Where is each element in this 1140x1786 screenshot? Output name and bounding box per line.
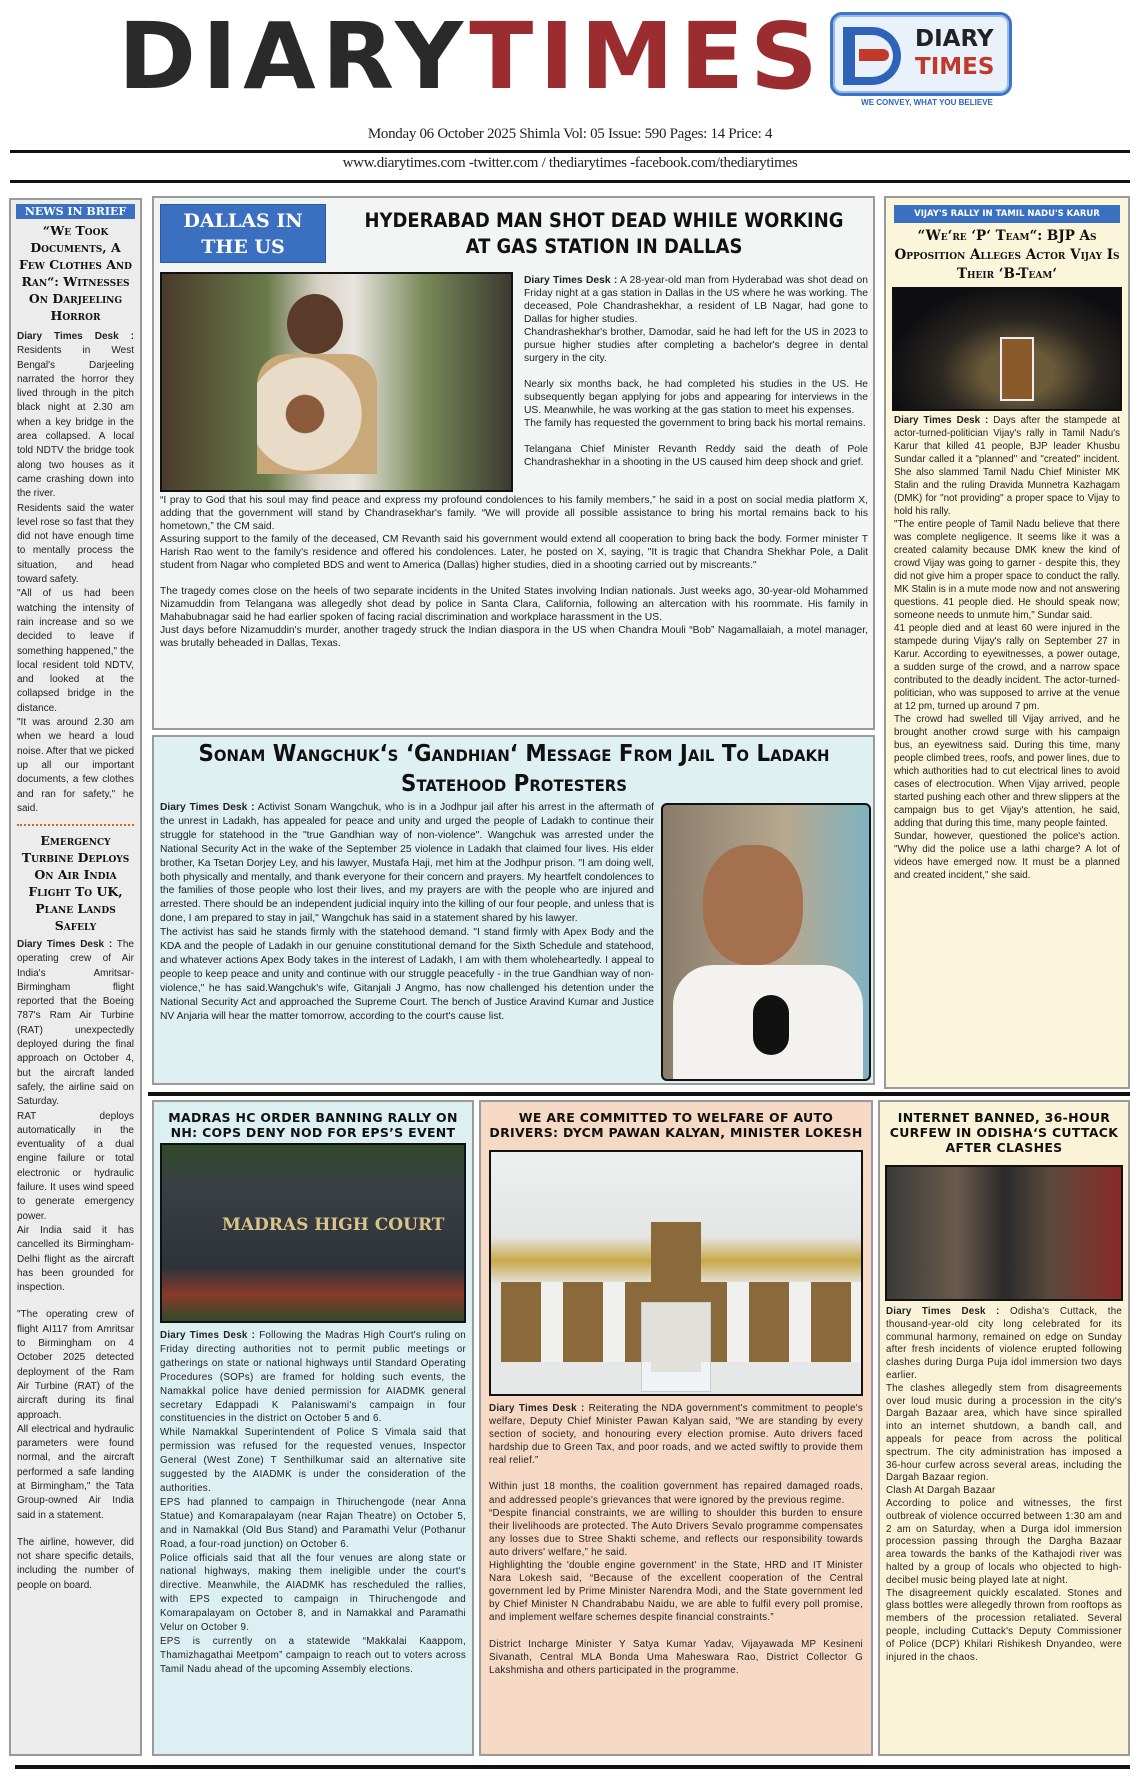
paragraph <box>17 938 134 1110</box>
paragraph <box>524 274 868 326</box>
brief-body-darjeeling <box>17 330 134 820</box>
paragraph <box>894 713 1120 830</box>
dallas-headline[interactable]: HYDERABAD MAN SHOT DEAD WHILE WORKING AT GAS STATION IN DALLAS <box>364 209 844 258</box>
paragraph <box>160 533 868 572</box>
pawan-kalyan-event-photo <box>489 1150 863 1396</box>
paragraph-text: Activist Sonam Wangchuk, who is in a Jodhpur jail after his arrest in the aftermath of the unrest in Ladakh, has appealed for peace and unity and urged the people of Ladakh to continue their struggle for statehood in the "true Gandhian way of non-violence". Wangchuk was arrested under the National Security Act in the wake of the September 25 violence in Ladakh that claimed four lives. His elder brother, Ka Tsetan Dorjey Ley, and his lawyer, Mustafa Haji, met him at the Jodhpur prison. "I am doing well, both physically and mentally, and thank everyone for their concern and prayers. My heartfelt condolences to the families of those people who lost their lives, and my prayers are with the people who are injured and arrested. There should be an independent judicial inquiry into the killing of our four people, and unless that is done, I am prepared to stay in jail," Wangchuk has said in a statement shared by his lawyer. <box>160 802 654 925</box>
paragraph-text: While Namakkal Superintendent of Police S Vimala said that permission was refused for the requested venues, Inspector General (West Zone) T Senthilkumar said an alternative site suggested by the AIADMK is under the consideration of the authorities. <box>160 1427 466 1494</box>
news-in-brief-column <box>9 198 142 1756</box>
paragraph <box>160 1329 466 1426</box>
paragraph <box>160 801 654 926</box>
paragraph <box>160 1552 466 1635</box>
vijay-story <box>884 196 1130 1089</box>
paragraph <box>886 1306 1122 1383</box>
paragraph-text: 41 people died and at least 60 were injured in the stampede during Vijay's rally on September 27 in Karur. According to eyewitnesses, a power outage, a sudden surge of the crowd, and a narrow space contributed to the deadly incident. The actor-turned-politician, who was supposed to arrive at the venue at 12 pm, turned up around 7 pm. <box>894 623 1120 712</box>
paragraph-text: The activist has said he stands firmly with the statehood demand. "I stand firmly with Apex Body and the KDA and the people of Ladakh in our genuine constitutional demand for the Sixth Schedule and statehood, and whatever actions Apex Body takes in the interest of Ladakh, I am with them wholeheartedly. I appeal to people to keep peace and unity and continue with our struggle peacefully - in the true Gandhian way of non-violence," he has said.Wangchuk's wife, Gitanjali J Angmo, has now challenged his detention under the National Security Act and approached the Supreme Court. The bench of Justice Aravind Kumar and Justice NV Anjaria will hear the matter tomorrow, according to the court's cause list. <box>160 927 654 1022</box>
dallas-section-label: DALLAS IN THE US <box>160 204 326 263</box>
byline-desk: Diary Times Desk : <box>17 939 113 950</box>
paragraph-text: The clashes allegedly stem from disagreements over loud music during a procession in the city's Dargah Bazaar area, which have since spiralled into an internet shutdown, a bandh call, and appeals for peace from across the political spectrum. The city administration has imposed a 36-hour curfew across several areas, including the Dargah Bazaar region. <box>886 1382 1122 1484</box>
auto-headline[interactable]: WE ARE COMMITTED TO WELFARE OF AUTO DRIVERS: DYCM PAWAN KALYAN, MINISTER LOKESH <box>489 1110 863 1140</box>
divider <box>10 150 1130 153</box>
auto-body <box>489 1402 863 1727</box>
paragraph-text: The crowd had swelled till Vijay arrived, and he brought another crowd surge with his campaign bus, an eyewitness said. During this time, many people climbed trees, roofs, and power lines, due to which authorities had to cut electrical lines to avoid cases of electrocution. When Vijay arrived, people started pushing each other and threw slippers at the campaign bus to get Vijay's attention, he said, adding that during this time, many people fainted. <box>894 714 1120 829</box>
madras-headline[interactable]: MADRAS HC ORDER BANNING RALLY ON NH: COPS DENY NOD FOR EPS’S EVENT <box>168 1110 458 1140</box>
footer-divider <box>15 1765 1130 1769</box>
dotted-divider <box>17 824 134 826</box>
paragraph-text: “Despite financial constraints, we are willing to shoulder this burden to ensure their livelihoods are protected. The Auto Drivers Sevalo programme compensates any losses due to Stree Shakti scheme, and reflects our responsibility towards auto drivers' welfare,” he said. <box>489 1507 863 1558</box>
tagline: WE CONVEY, WHAT YOU BELIEVE <box>861 98 993 107</box>
sonam-body <box>160 801 654 1081</box>
paragraph <box>160 1426 466 1496</box>
paragraph <box>17 330 134 502</box>
paragraph <box>160 624 868 650</box>
paragraph-text: "The entire people of Tamil Nadu believe that there was complete negligence. It seems like it was a created calamity because DMK knew the kind of crowd Vijay was going to garner - despite this, they did not give him a proper space to conduct the rally. MK Stalin is in a mute mode now and not answering questions. 41 people died. He should speak now; someone needs to unmute him," Sundar said. <box>894 519 1120 621</box>
paragraph-text: Telangana Chief Minister Revanth Reddy said the death of Pole Chandrashekhar in a shooting in the US caused him deep shock and grief. <box>524 444 868 468</box>
brief-headline-air-india[interactable]: Emergency Turbine Deploys On Air India Flight To UK, Plane Lands Safely <box>21 833 130 933</box>
paragraph <box>489 1480 863 1506</box>
madras-body <box>160 1329 466 1729</box>
paragraph-text: Chandrashekhar's brother, Damodar, said he had left for the US in 2023 to pursue higher studies after completing a bachelor's degree in dental surgery in the city. <box>524 327 868 364</box>
paragraph-text: Nearly six months back, he had completed his studies in the US. He subsequently began applying for jobs and appearing for interviews in the US. Meanwhile, he was working at the gas station to meet his expenses. <box>524 379 868 416</box>
court-sign-text: MADRAS HIGH COURT <box>222 1215 445 1235</box>
masthead-title[interactable]: DIARYTIMES <box>118 3 824 110</box>
paragraph-text: The airline, however, did not share specific details, including the number of people on board. <box>17 1536 134 1591</box>
paragraph-text: The family has requested the government to bring back his mortal remains. <box>524 418 866 429</box>
paragraph <box>894 518 1120 622</box>
paragraph <box>17 1308 134 1422</box>
paragraph <box>17 1536 134 1593</box>
paragraph-text: RAT deploys automatically in the eventuality of a dual engine failure or total electronic or hydraulic failure. It uses wind speed to generate emergency power. <box>17 1110 134 1222</box>
paragraph-text: All electrical and hydraulic parameters were found normal, and the aircraft performed a safe landing at Birmingham," the Tata Group-owned Air India said in a statement. <box>17 1423 134 1521</box>
paragraph-text: Within just 18 months, the coalition government has repaired damaged roads, and addressed people's grievances that were ignored by the previous regime. <box>489 1481 863 1506</box>
paragraph-text: Odisha's Cuttack, the thousand-year-old city long celebrated for its communal harmony, remained on edge on Sunday after fresh incidents of violence erupted following clashes during Durga Puja idol immersion two days earlier. <box>886 1306 1122 1381</box>
paragraph <box>17 502 134 588</box>
news-in-brief-label: NEWS IN BRIEF <box>16 204 135 219</box>
byline-desk: Diary Times Desk : <box>894 415 989 426</box>
paragraph-text: The operating crew of Air India's Amritsar-Birmingham flight reported that the Boeing 787's Ram Air Turbine (RAT) unexpectedly deployed during the final approach on October 4, but the aircraft landed safely, the airline said on Saturday. <box>17 939 134 1108</box>
byline-desk: Diary Times Desk : <box>160 802 255 813</box>
paragraph-text: Residents in West Bengal's Darjeeling narrated the horror they lived through in the pitch black night at 2.30 am when a key bridge in the area collapsed. A local told NDTV the bridge took along two houses as it came crashing down into the river. <box>17 345 134 500</box>
logo-d-mark-icon <box>843 27 901 85</box>
byline-desk: Diary Times Desk : <box>160 1330 256 1341</box>
paragraph-text: EPS had planned to campaign in Thiruchengode (near Anna Statue) and Komarapalayam (near Rajan Theatre) on October 5, and in Namakkal (Old Bus Stand) and Paramathi Velur (Pothanur Road, a four-road junction) on October 6. <box>160 1496 466 1550</box>
vijay-section-label: VIJAY'S RALLY IN TAMIL NADU'S KARUR <box>894 205 1120 223</box>
paragraph <box>894 622 1120 713</box>
paragraph <box>17 716 134 816</box>
paragraph <box>524 378 868 417</box>
logo-badge <box>830 12 1012 96</box>
sonam-wangchuk-photo <box>661 803 871 1081</box>
paragraph <box>160 1635 466 1677</box>
paragraph <box>894 830 1120 882</box>
paragraph-text: Following the Madras High Court's ruling on Friday directing authorities not to permit public meetings or gatherings on state or national highways until Standard Operating Procedures (SOPs) are framed for holding such events, the Namakkal police have denied permission for AIADMK general secretary Edappadi K Palaniswami's campaign in four constituencies in the district on October 5 and 6. <box>160 1330 466 1425</box>
dallas-victim-photo <box>160 272 513 492</box>
paragraph <box>160 926 654 1023</box>
social-links[interactable]: www.diarytimes.com -twitter.com / thediarytimes -facebook.com/thediarytimes <box>342 155 798 171</box>
vijay-headline[interactable]: “We‘re ‘P‘ Team“: BJP As Opposition Alleges Actor Vijay Is Their ‘B-Team‘ <box>894 228 1120 282</box>
paragraph-text: A 28-year-old man from Hyderabad was shot dead on Friday night at a gas station in Dallas in the US where he was working. The deceased, Pole Chandrashekhar, a resident of LB Nagar, had gone to Dallas for higher studies. <box>524 275 868 325</box>
paragraph <box>160 585 868 624</box>
byline-desk: Diary Times Desk : <box>17 331 134 342</box>
paragraph-text: Just days before Nizamuddin's murder, another tragedy struck the Indian diaspora in the US when Chandra Mouli “Bob” Nagamallaiah, a motel manager, was brutally beheaded in Dallas, Texas. <box>160 625 868 649</box>
odisha-body <box>886 1306 1122 1746</box>
paragraph-text: Clash At Dargah Bazaar <box>886 1485 996 1497</box>
paragraph-text: "It was around 2.30 am when we heard a loud noise. After that we picked up all our important documents, a few clothes and ran for safety," he said. <box>17 717 134 814</box>
vijay-rally-crowd-photo <box>892 287 1122 411</box>
paragraph-text: "The operating crew of flight AI117 from Amritsar to Birmingham on 4 October 2025 detected deployment of the Ram Air Turbine (RAT) of the aircraft during its final approach. <box>17 1309 134 1421</box>
paragraph <box>524 443 868 469</box>
paragraph-text: EPS is currently on a statewide “Makkalai Kaappom, Thamizhagathai Meetpom” campaign to reach out to voters across Tamil Nadu ahead of the upcoming Assembly elections. <box>160 1635 466 1675</box>
byline-desk: Diary Times Desk : <box>886 1306 1000 1317</box>
paragraph-text: Sundar, however, questioned the police's action. "Why did the police use a lathi charge? A lot of videos have emerged now. It must be a planned and created incident," she said. <box>894 831 1120 881</box>
paragraph-text: Reiterating the NDA government's commitment to people's welfare, Deputy Chief Minister Pawan Kalyan said, “We are standing by every section of society, and honouring every election promise. Auto drivers faced hardship due to Green Tax, and poor roads, and we acted swiftly to provide them real relief.” <box>489 1403 863 1467</box>
paragraph <box>886 1498 1122 1588</box>
divider <box>10 180 1130 183</box>
paragraph-text: "All of us had been watching the intensity of rain increase and so we decided to leave if something happened," the local resident told NDTV, and looked at the collapsed bridge in the distance. <box>17 588 134 714</box>
auto-drivers-story <box>479 1100 873 1756</box>
paragraph <box>886 1588 1122 1665</box>
paragraph-text: “I pray to God that his soul may find peace and express my profound condolences to his family members,” he said in a post on social media platform X, adding that the government will stand by Chandrasekhar's family. “We will provide all possible assistance to bring his mortal remains back to his hometown,” the CM said. <box>160 495 868 532</box>
vijay-body <box>894 414 1120 1064</box>
paragraph <box>489 1507 863 1559</box>
paragraph <box>17 587 134 716</box>
section-divider <box>148 1092 1130 1096</box>
paragraph-text: According to police and witnesses, the first outbreak of violence occurred between 1:30 am and 2 am on Saturday, when a Durga idol immersion procession passing through the Dargha Bazaar area towards the banks of the Kathajodi river was halted by a group of locals who objected to high-decibel music being played late at night. <box>886 1497 1122 1586</box>
brief-body-air-india <box>17 938 134 1738</box>
paragraph-text: Assuring support to the family of the deceased, CM Revanth said his government would extend all cooperation to bring back the body. Former minister T Harish Rao went to the family's residence and offered his condolences. Later, he posted on X, saying, "It is tragic that Chandra Shekhar Pole, a Dalit student from Nagar who completed BDS and went to America (Dallas) higher studies, died in a shooting carried out by miscreants." <box>160 534 868 571</box>
paragraph <box>17 1224 134 1295</box>
brief-headline-darjeeling[interactable]: “We Took Documents, A Few Clothes And Ran“: Witnesses On Darjeeling Horror <box>19 223 132 323</box>
madras-high-court-photo <box>160 1143 466 1323</box>
paragraph <box>17 1110 134 1224</box>
sonam-headline[interactable]: Sonam Wangchuk‘s ‘Gandhian‘ Message From Jail To Ladakh Statehood Protesters <box>198 741 830 797</box>
paragraph <box>17 1423 134 1523</box>
paragraph <box>160 1496 466 1552</box>
paragraph-text: Police officials said that all the four venues are along state or national highways, making them ineligible under the court's directive. Meanwhile, the AIADMK has rescheduled the rallies, with EPS expected to campaign in Thiruchengode and Komarapalayam on October 8, and in Namakkal and Paramathi Velur on October 9. <box>160 1552 466 1634</box>
paragraph <box>160 494 868 533</box>
odisha-headline[interactable]: INTERNET BANNED, 36-HOUR CURFEW IN ODISHA‘S CUTTACK AFTER CLASHES <box>889 1110 1119 1155</box>
paragraph-text: Days after the stampede at actor-turned-politician Vijay's rally in Tamil Nadu's Karur that killed 41 people, BJP leader Khusbu Sundar called it a "planned" and "created" incident. She also slammed Tamil Nadu Chief Minister MK Stalin and the ruling Dravida Munnetra Kazhagam (DMK) for "not providing" a proper space to Vijay to hold his rally. <box>894 415 1120 517</box>
badge-text-top: DIARY <box>915 26 994 52</box>
badge-text-bottom: TIMES <box>915 54 995 80</box>
paragraph-text: Highlighting the 'double engine government' in the State, HRD and IT Minister Nara Lokesh said, “Because of the excellent cooperation of the Central government led by Prime Minister Narendra Modi, and the State government led by Chief Minister N Chandrababu Naidu, we are able to fulfil every poll promise, and implement welfare schemes despite financial constraints.” <box>489 1560 863 1624</box>
cuttack-clashes-photo <box>885 1165 1123 1301</box>
odisha-story <box>878 1100 1130 1756</box>
paragraph-text: District Incharge Minister Y Satya Kumar Yadav, Vijayawada MP Kesineni Sivanath, Central MLA Bonda Uma Maheswara Rao, District Collector G Lakshmisha and others participated in the programme. <box>489 1638 863 1676</box>
dallas-body-side <box>524 238 868 500</box>
dallas-story <box>152 196 875 730</box>
sonam-story <box>152 735 875 1085</box>
paragraph <box>524 326 868 365</box>
paragraph <box>489 1402 863 1467</box>
byline-desk: Diary Times Desk : <box>524 275 618 286</box>
byline-desk: Diary Times Desk : <box>489 1403 585 1414</box>
dateline: Monday 06 October 2025 Shimla Vol: 05 Issue: 590 Pages: 14 Price: 4 <box>367 126 773 142</box>
paragraph <box>894 414 1120 518</box>
madras-hc-story <box>152 1100 474 1756</box>
paragraph <box>489 1638 863 1677</box>
paragraph-text: Air India said it has cancelled its Birmingham-Delhi flight as the aircraft has been grounded for inspection. <box>17 1224 134 1294</box>
paragraph <box>524 417 868 430</box>
paragraph <box>886 1485 1122 1498</box>
paragraph-text: The tragedy comes close on the heels of two separate incidents in the United States involving Indian nationals. Just weeks ago, 30-year-old Mohammed Nizamuddin from Telangana was allegedly shot dead by police in Santa Clara, California, following an altercation with his roommate. His family in Mahabubnagar said he had earlier spoken of facing racial discrimination and workplace harassment in the US. <box>160 586 868 623</box>
paragraph-text: Residents said the water level rose so fast that they did not have enough time to mentally process the situation, and head toward safety. <box>17 502 134 586</box>
paragraph-text: The disagreement quickly escalated. Stones and glass bottles were allegedly thrown from rooftops as members of the procession retaliated. Several people, including Cuttack's Deputy Commissioner of Police (DCP) Khilari Rishikesh Dnyandeo, were injured in the chaos. <box>886 1587 1122 1663</box>
paragraph <box>886 1383 1122 1485</box>
dallas-body-full <box>160 494 868 726</box>
paragraph <box>489 1559 863 1624</box>
